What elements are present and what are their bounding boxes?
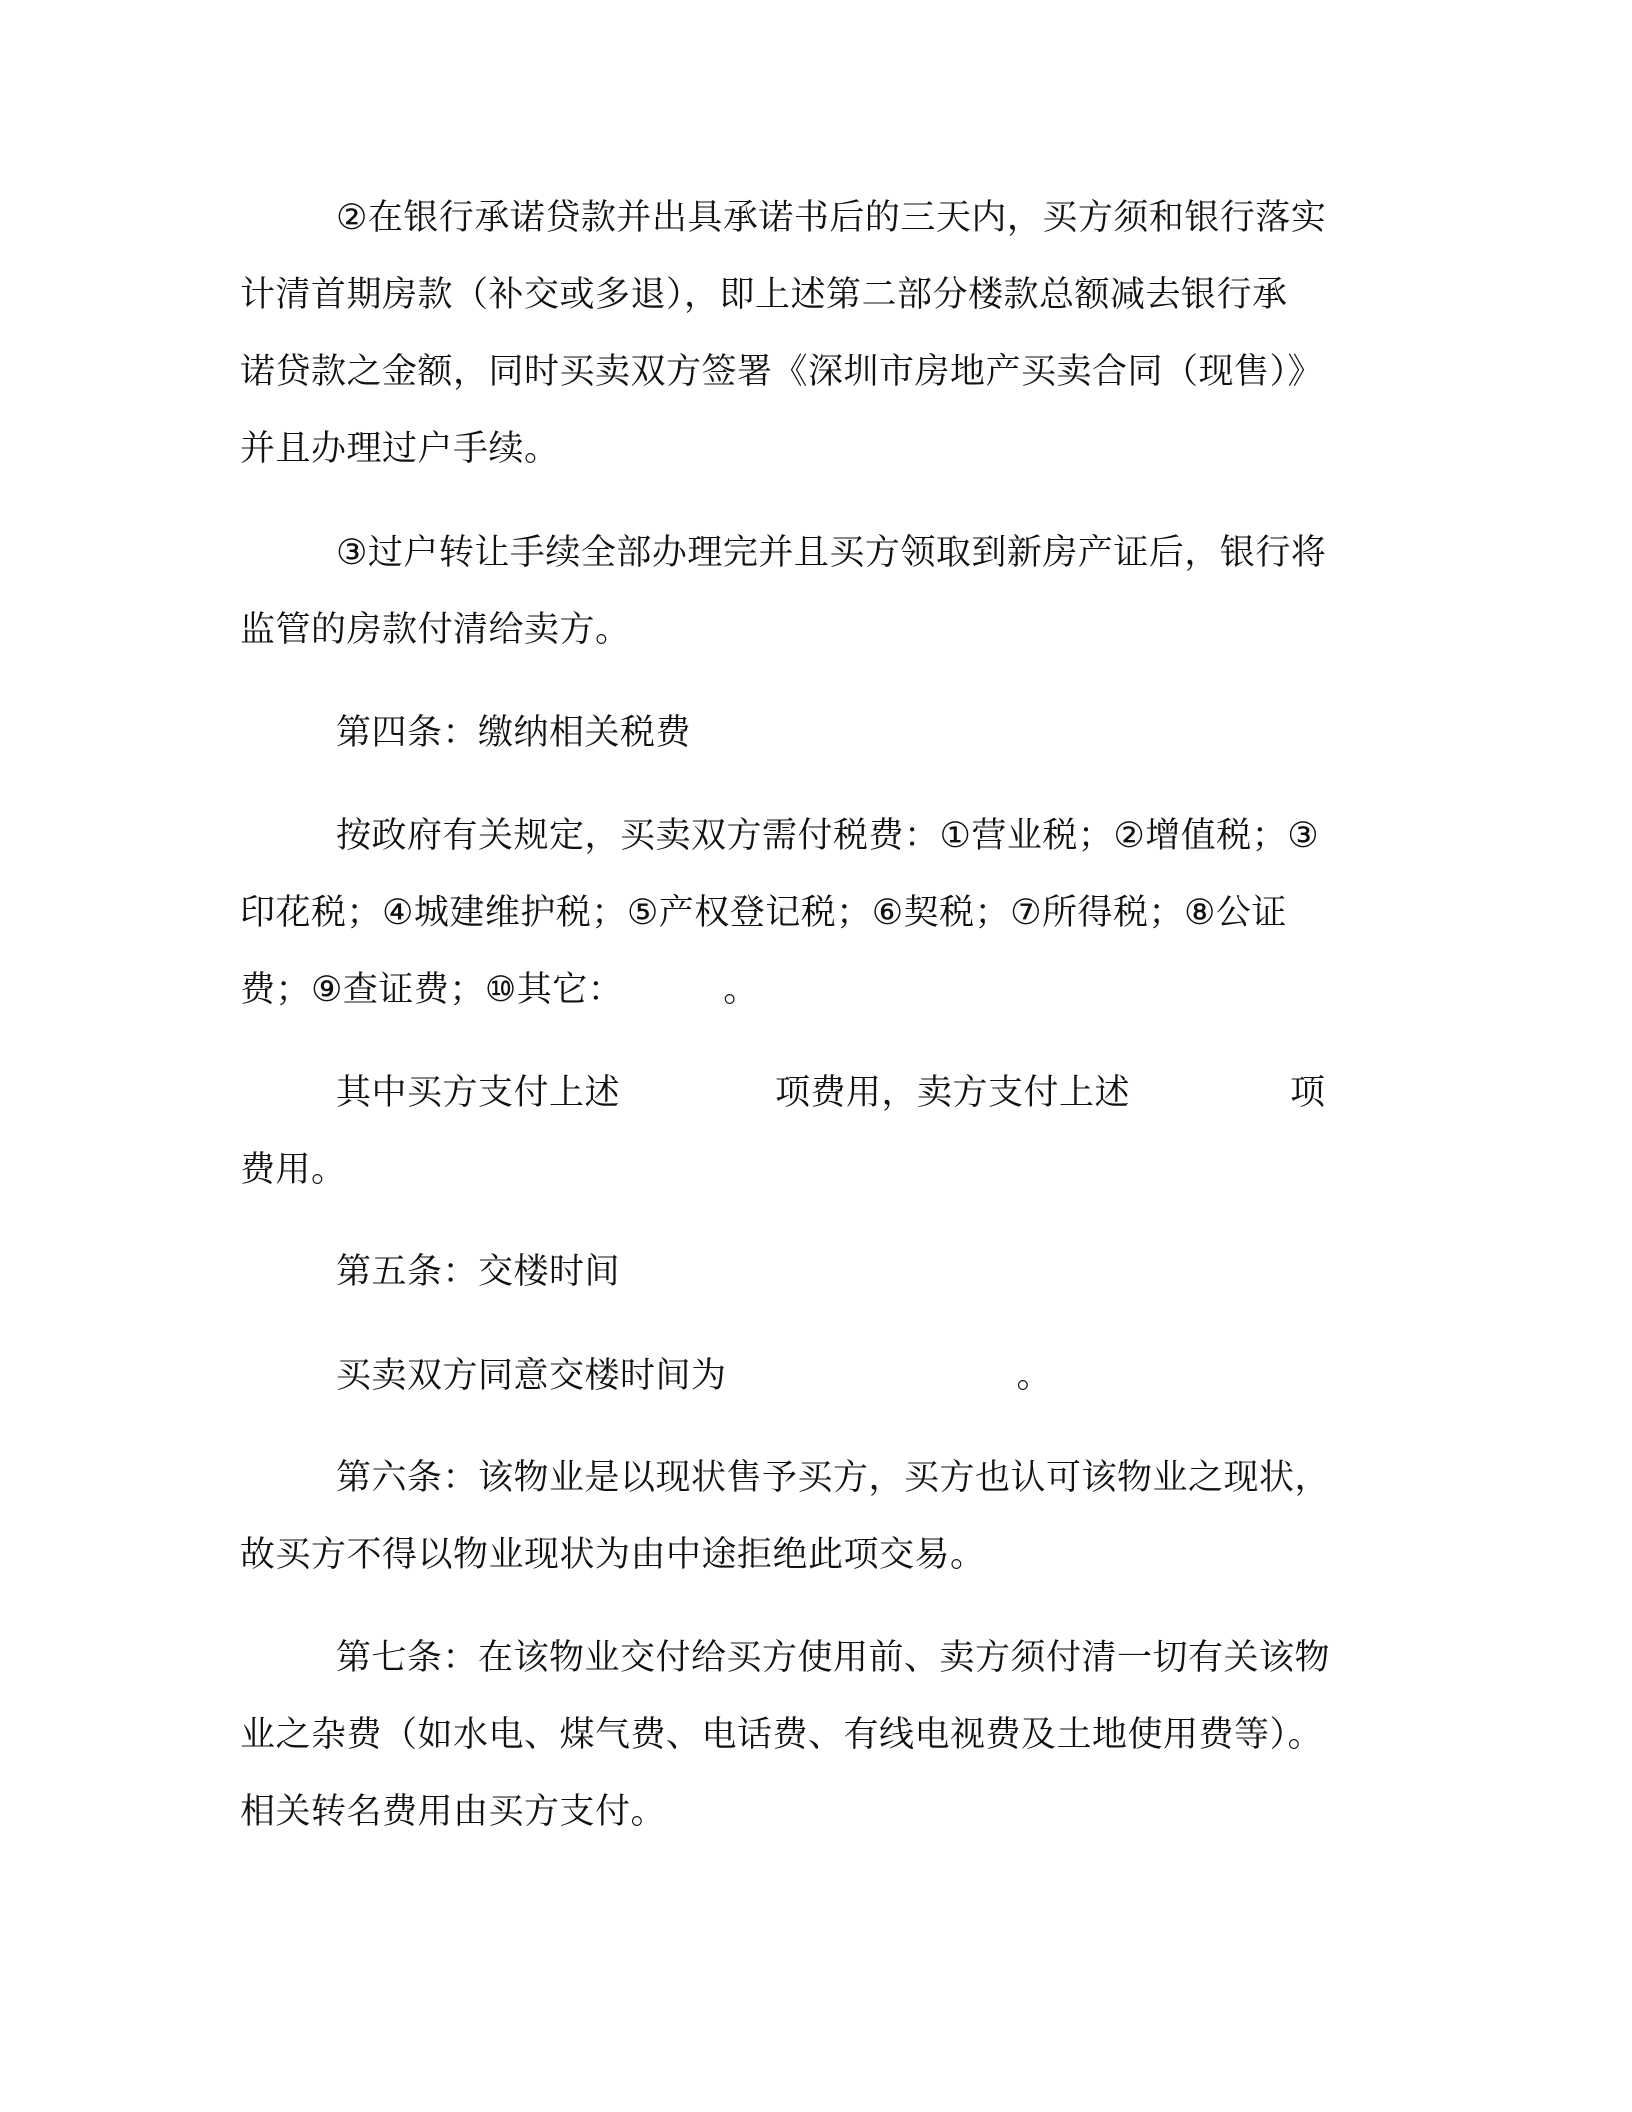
article-6: [240, 1440, 1380, 1594]
text-segment: 。: [1016, 1356, 1053, 1396]
article-4-heading: [240, 695, 1380, 772]
text-line: 第六条：该物业是以现状售予买方，买方也认可该物业之现状，: [336, 1458, 1331, 1498]
text-segment: 项: [1290, 1073, 1326, 1113]
text-line: [240, 1055, 1380, 1132]
text-line: 诺贷款之金额，同时买卖双方签署《深圳市房地产买卖合同（现售）》: [240, 352, 1324, 392]
text-line: [240, 1338, 1380, 1415]
text-line: 业之杂费（如水电、煤气费、电话费、有线电视费及土地使用费等）。: [240, 1715, 1324, 1755]
text-segment: 买卖双方同意交楼时间为: [336, 1356, 727, 1396]
text-segment: 其中买方支付上述: [336, 1073, 621, 1113]
text-line: [240, 952, 1380, 1029]
paragraph-loan-commitment: [240, 180, 1380, 488]
text-line: 费用。: [240, 1150, 347, 1190]
text-line: 相关转名费用由买方支付。: [240, 1792, 667, 1832]
article-7: [240, 1620, 1380, 1851]
paragraph-fee-split: [240, 1055, 1380, 1209]
text-line: 计清首期房款（补交或多退），即上述第二部分楼款总额减去银行承: [240, 275, 1288, 315]
text-segment: 。: [723, 970, 759, 1010]
text-segment: 项费用，卖方支付上述: [775, 1073, 1131, 1113]
text-line: 第七条：在该物业交付给买方使用前、卖方须付清一切有关该物: [336, 1638, 1331, 1678]
text-line: 印花税；④城建维护税；⑤产权登记税；⑥契税；⑦所得税；⑧公证: [240, 893, 1287, 933]
document-page: [240, 0, 1380, 2112]
text-line: 按政府有关规定，买卖双方需付税费：①营业税；②增值税；③: [336, 816, 1320, 856]
text-line: 并且办理过户手续。: [240, 429, 560, 469]
text-line: ②在银行承诺贷款并出具承诺书后的三天内，买方须和银行落实: [336, 198, 1327, 238]
article-5-heading: [240, 1234, 1380, 1311]
text-line: 故买方不得以物业现状为由中途拒绝此项交易。: [240, 1535, 986, 1575]
text-line: 第四条：缴纳相关税费: [336, 713, 692, 753]
text-line: ③过户转让手续全部办理完并且买方领取到新房产证后，银行将: [336, 533, 1327, 573]
paragraph-handover-time: [240, 1338, 1380, 1415]
paragraph-taxes: [240, 798, 1380, 1029]
text-segment: 费；⑨查证费；⑩其它：: [240, 970, 624, 1010]
paragraph-transfer-complete: [240, 515, 1380, 669]
text-line: 第五条：交楼时间: [336, 1252, 621, 1292]
text-line: 监管的房款付清给卖方。: [240, 610, 631, 650]
